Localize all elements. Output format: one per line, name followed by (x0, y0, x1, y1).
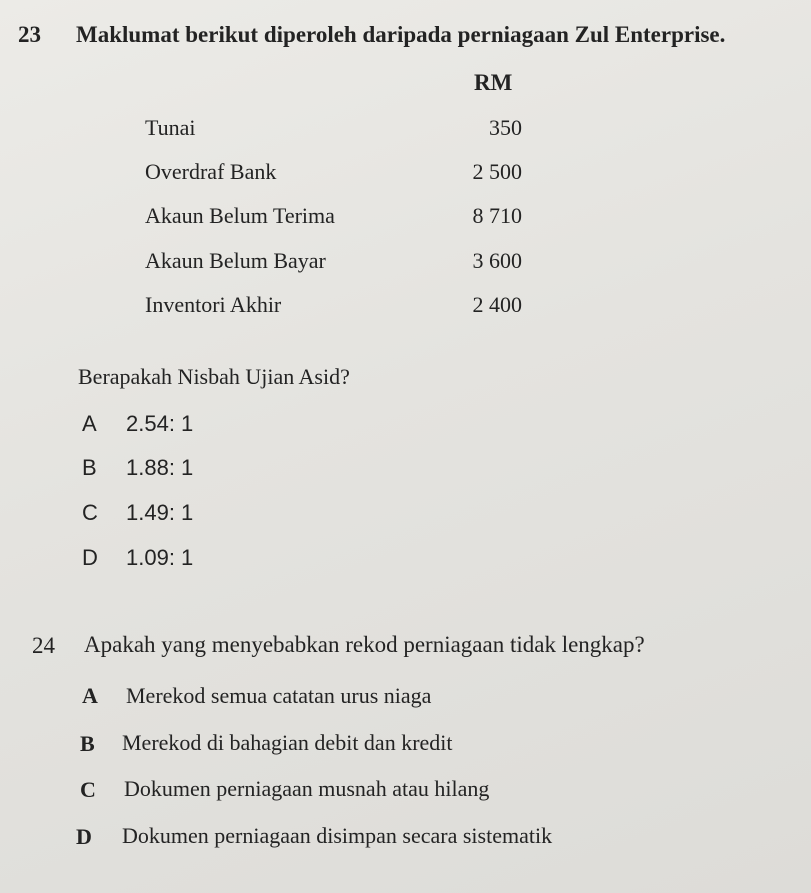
q23-stem: Berapakah Nisbah Ujian Asid? (78, 364, 350, 389)
q24-question-text: Apakah yang menyebabkan rekod perniagaan tidak lengkap? (84, 632, 645, 657)
q23-option-letter: D (82, 545, 98, 570)
q24-option-text: Dokumen perniagaan musnah atau hilang (124, 776, 490, 801)
q23-currency-header: RM (474, 70, 513, 95)
q24-option-text: Merekod semua catatan urus niaga (126, 683, 432, 708)
q23-row-value: 3 600 (472, 248, 522, 273)
q23-option-text: 1.49: 1 (126, 500, 194, 525)
q23-row-value: 2 400 (472, 292, 522, 317)
q23-question-text: Maklumat berikut diperoleh daripada perniagaan Zul Enterprise. (76, 22, 726, 47)
q24-option-text: Dokumen perniagaan disimpan secara sistematik (122, 823, 553, 848)
q23-row-value: 8 710 (472, 203, 522, 228)
q23-option-text: 1.88: 1 (126, 455, 194, 480)
q24-option-text: Merekod di bahagian debit dan kredit (122, 730, 453, 755)
q23-row-label: Akaun Belum Bayar (145, 248, 326, 273)
q24-number: 24 (32, 633, 55, 658)
q23-row-label: Inventori Akhir (145, 292, 282, 317)
q24-option-letter: B (80, 731, 95, 756)
q24-option-letter: A (82, 683, 98, 708)
q23-row-label: Akaun Belum Terima (145, 203, 335, 228)
q23-row-label: Tunai (145, 115, 196, 140)
q23-row-value: 2 500 (472, 159, 522, 184)
q23-row-label: Overdraf Bank (145, 159, 277, 184)
q24-option-letter: D (76, 824, 92, 849)
q23-option-text: 2.54: 1 (126, 411, 194, 436)
q23-option-letter: B (82, 455, 97, 480)
q23-option-text: 1.09: 1 (126, 545, 194, 570)
q23-number: 23 (18, 22, 41, 47)
q23-option-letter: C (82, 500, 98, 525)
q23-row-value: 350 (489, 115, 522, 140)
q23-option-letter: A (82, 411, 97, 436)
q24-option-letter: C (80, 777, 96, 802)
